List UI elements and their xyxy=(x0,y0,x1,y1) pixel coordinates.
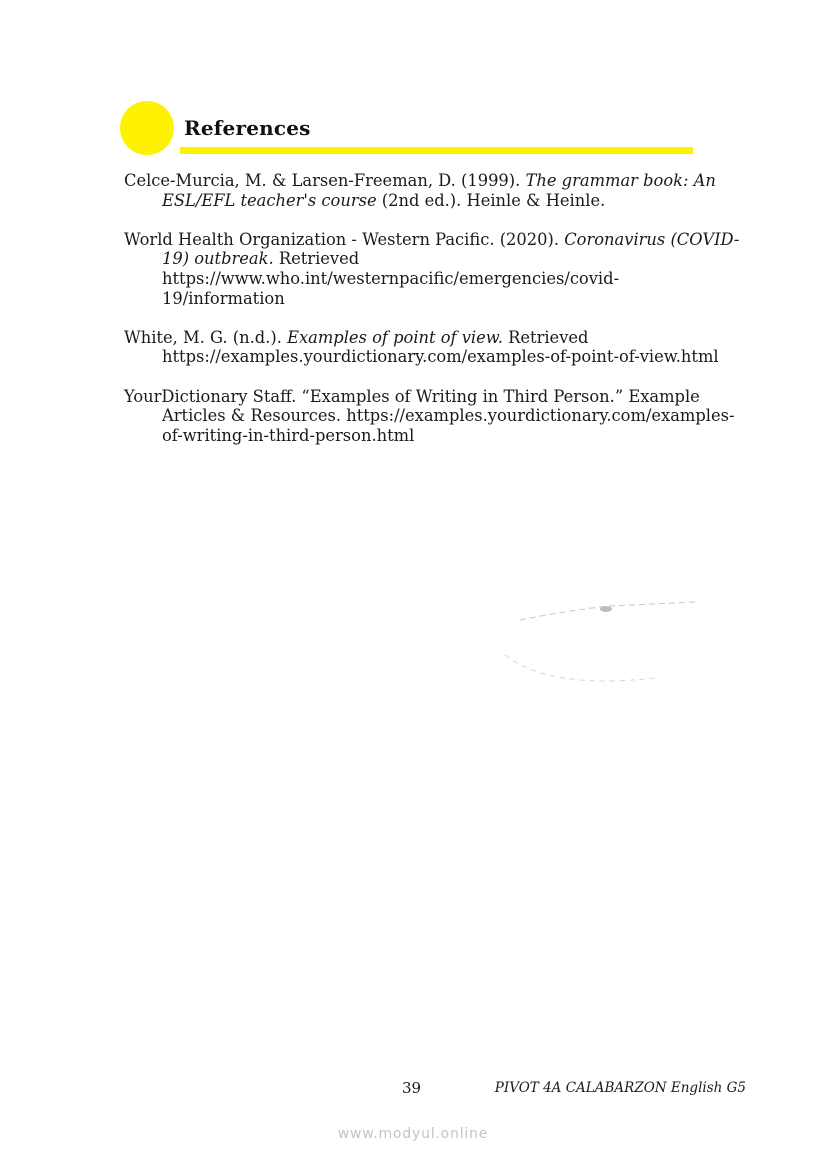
reference-item xyxy=(124,230,740,308)
reference-title: Examples of point of view. xyxy=(287,327,503,347)
reference-text: Celce-Murcia, M. & Larsen-Freeman, D. (1999). xyxy=(124,171,526,190)
reference-text: World Health Organization - Western Pacific. (2020). xyxy=(124,229,565,249)
reference-item xyxy=(124,387,740,446)
reference-text: White, M. G. (n.d.). xyxy=(124,327,288,347)
reference-item xyxy=(124,328,740,367)
heading-underline xyxy=(180,147,693,154)
page-title: References xyxy=(184,116,311,140)
reference-text: Retrieved https://www.who.int/westernpacific/emergencies/covid-19/information xyxy=(162,249,620,308)
reference-title: The grammar book: An ESL/EFL teacher's course xyxy=(162,171,716,210)
reference-title: Coronavirus (COVID-19) outbreak. xyxy=(162,229,740,269)
watermark: www.modyul.online xyxy=(337,1126,489,1142)
reference-text: (2nd ed.). Heinle & Heinle. xyxy=(376,190,606,210)
reference-text: YourDictionary Staff. “Examples of Writing in Third Person.” Example Articles & Resources. https://examples.yourdictionary.com/examples-of-writing-in-third-person.html xyxy=(124,386,735,445)
section-heading xyxy=(120,101,700,157)
page-number: 39 xyxy=(402,1079,422,1097)
reference-list xyxy=(124,171,740,465)
faint-scan-marks xyxy=(460,580,710,700)
yellow-circle-icon xyxy=(120,101,174,155)
publication-footer: PIVOT 4A CALABARZON English G5 xyxy=(494,1080,746,1096)
reference-text: Retrieved https://examples.yourdictionary.com/examples-of-point-of-view.html xyxy=(162,327,719,367)
reference-item xyxy=(124,171,740,210)
